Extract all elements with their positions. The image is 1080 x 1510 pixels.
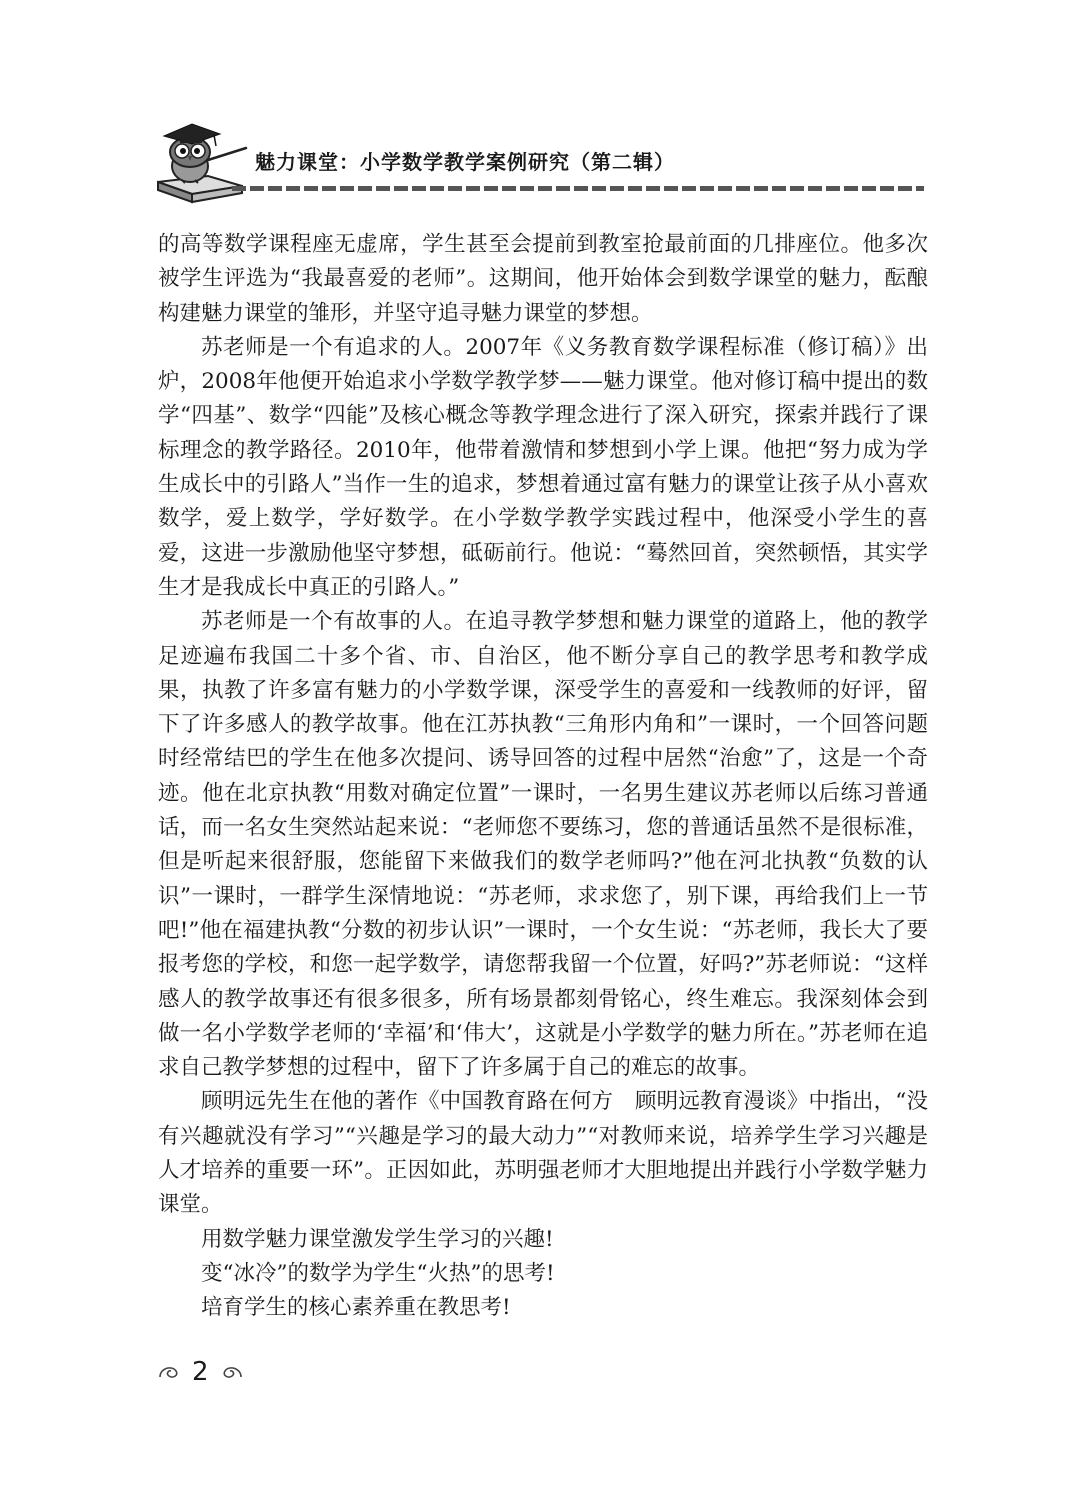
- body-text: [158, 228, 928, 1326]
- header-dashed-rule: [232, 186, 924, 191]
- motto-line-1: 用数学魅力课堂激发学生学习的兴趣!: [201, 1226, 554, 1252]
- paragraph-pursuit: 苏老师是一个有追求的人。2007年《义务教育数学课程标准（修订稿）》出炉，2008年他便开始追求小学数学教学梦——魅力课堂。他对修订稿中提出的数学“四基”、数学“四能”及核心概念等教学理念进行了深入研究，探索并践行了课标理念的教学路径。2010年，他带着激情和梦想到小学上课。他把“努力成为学生成长中的引路人”当作一生的追求，梦想着通过富有魅力的课堂让孩子从小喜欢数学，爱上数学，学好数学。在小学数学教学实践过程中，他深受小学生的喜爱，这进一步激励他坚守梦想，砥砺前行。他说：“蓦然回首，突然顿悟，其实学生才是我成长中真正的引路人。”: [158, 334, 928, 600]
- motto-line-2: 变“冰冷”的数学为学生“火热”的思考!: [201, 1260, 555, 1286]
- swirl-ornament-icon: [158, 1364, 180, 1380]
- paragraph-gu-mingyuan: 顾明远先生在他的著作《中国教育路在何方 顾明远教育漫谈》中指出，“没有兴趣就没有学习”“兴趣是学习的最大动力”“对教师来说，培养学生学习兴趣是人才培养的重要一环”。正因如此，苏明强老师才大胆地提出并践行小学数学魅力课堂。: [158, 1089, 928, 1218]
- owl-on-books-icon: [150, 120, 250, 210]
- paragraph-stories: 苏老师是一个有故事的人。在追寻教学梦想和魅力课堂的道路上，他的教学足迹遍布我国二十多个省、市、自治区，他不断分享自己的教学思考和教学成果，执教了许多富有魅力的小学数学课，深受学生的喜爱和一线教师的好评，留下了许多感人的教学故事。他在江苏执教“三角形内角和”一课时，一个回答问题时经常结巴的学生在他多次提问、诱导回答的过程中居然“治愈”了，这是一个奇迹。他在北京执教“用数对确定位置”一课时，一名男生建议苏老师以后练习普通话，而一名女生突然站起来说：“老师您不要练习，您的普通话虽然不是很标准，但是听起来很舒服，您能留下来做我们的数学老师吗?”他在河北执教“负数的认识”一课时，一群学生深情地说：“苏老师，求求您了，别下课，再给我们上一节吧!”他在福建执教“分数的初步认识”一课时，一个女生说：“苏老师，我长大了要报考您的学校，和您一起学数学，请您帮我留一个位置，好吗?”苏老师说：“这样感人的教学故事还有很多很多，所有场景都刻骨铭心，终生难忘。我深刻体会到做一名小学数学老师的‘幸福’和‘伟大’，这就是小学数学的魅力所在。”苏老师在追求自己教学梦想的过程中，留下了许多属于自己的难忘的故事。: [158, 609, 928, 1081]
- running-header-title: 魅力课堂：小学数学教学案例研究（第二辑）: [255, 150, 675, 174]
- running-header: [150, 120, 930, 210]
- paragraph-continued: 的高等数学课程座无虚席，学生甚至会提前到教室抢最前面的几排座位。他多次被学生评选为“我最喜爱的老师”。这期间，他开始体会到数学课堂的魅力，酝酿构建魅力课堂的雏形，并坚守追寻魅力课堂的梦想。: [158, 232, 928, 326]
- swirl-ornament-icon: [221, 1364, 243, 1380]
- motto-line-3: 培育学生的核心素养重在教思考!: [201, 1295, 511, 1321]
- page-footer: [158, 1352, 243, 1392]
- page-number: 2: [192, 1357, 209, 1387]
